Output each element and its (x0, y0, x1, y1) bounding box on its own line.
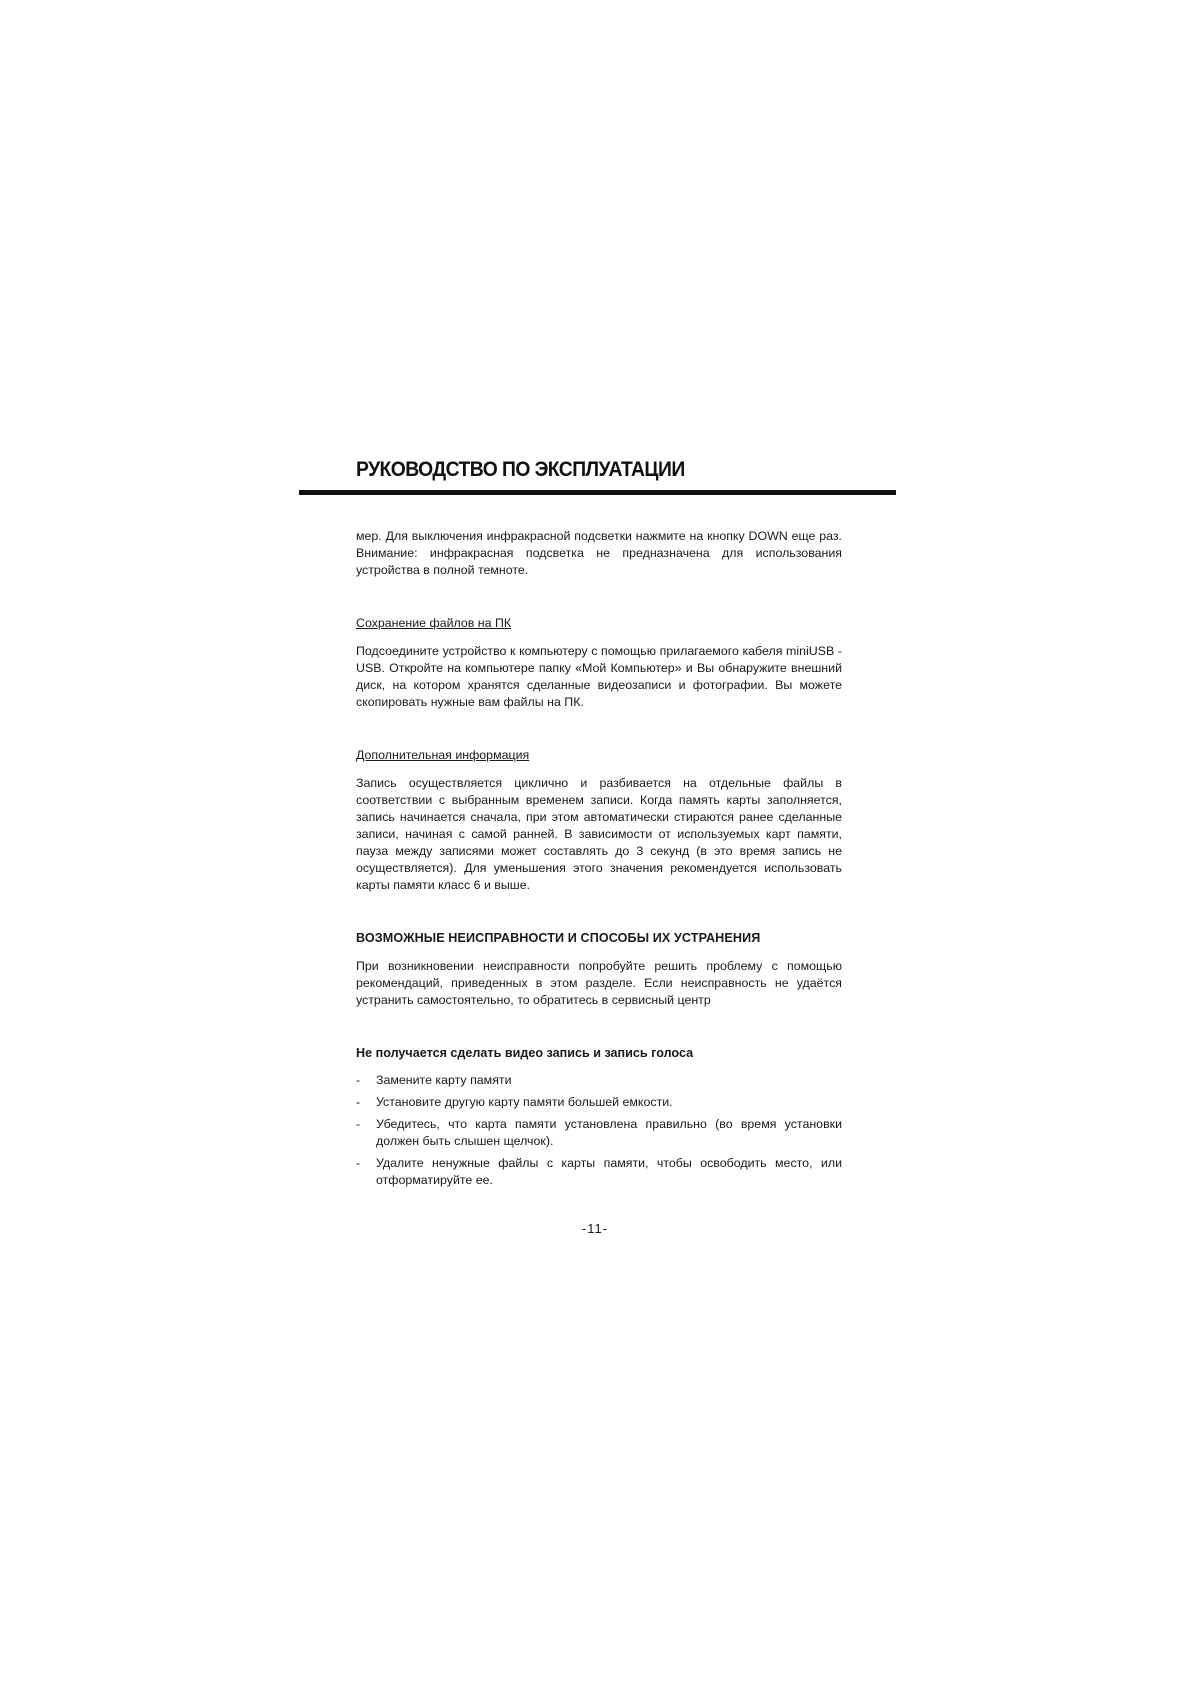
header-rule (299, 490, 896, 495)
list-item (356, 1094, 842, 1111)
troubleshooting-paragraph: При возникновении неисправности попробуйте решить проблему с помощью рекомендаций, приведенных в этом разделе. Если неисправность не удаётся устранить самостоятельно, то обратитесь в сервисный центр (356, 959, 842, 1007)
no-recording-heading: Не получается сделать видео запись и запись голоса (356, 1046, 694, 1060)
page-number: -11- (581, 1221, 609, 1236)
list-item-text: Убедитесь, что карта памяти установлена правильно (во время установки должен быть слышен щелчок). (376, 1117, 842, 1148)
list-item-text: Замените карту памяти (376, 1073, 512, 1087)
save-files-heading: Сохранение файлов на ПК (356, 616, 512, 630)
dash-marker: - (356, 1073, 361, 1087)
dash-marker: - (356, 1095, 361, 1109)
troubleshooting-title: ВОЗМОЖНЫЕ НЕИСПРАВНОСТИ И СПОСОБЫ ИХ УСТРАНЕНИЯ (356, 931, 761, 945)
list-item (356, 1072, 842, 1089)
dash-marker: - (356, 1156, 361, 1170)
intro-paragraph: мер. Для выключения инфракрасной подсветки нажмите на кнопку DOWN еще раз. Внимание: инфракрасная подсветка не предназначена для использования устройства в полной темноте. (356, 529, 842, 577)
additional-info-paragraph: Запись осуществляется циклично и разбивается на отдельные файлы в соответствии с выбранным временем записи. Когда память карты заполняется, запись начинается сначала, при этом автоматически стираются ранее сделанные записи, начиная с самой ранней. В зависимости от используемых карт памяти, пауза между записями может составлять до 3 секунд (в это время запись не осуществляется). Для уменьшения этого значения рекомендуется использовать карты памяти класс 6 и выше. (356, 776, 842, 892)
dash-marker: - (356, 1117, 361, 1131)
list-item-text: Удалите ненужные файлы с карты памяти, чтобы освободить место, или отформатируйте ее. (376, 1156, 842, 1187)
list-item-text: Установите другую карту памяти большей емкости. (376, 1095, 673, 1109)
page-content (356, 528, 842, 1194)
save-files-paragraph: Подсоедините устройство к компьютеру с помощью прилагаемого кабеля miniUSB - USB. Откройте на компьютере папку «Мой Компьютер» и Вы обнаружите внешний диск, на котором хранятся сделанные видеозаписи и фотографии. Вы можете скопировать нужные вам файлы на ПК. (356, 644, 842, 709)
list-item (356, 1116, 842, 1150)
no-recording-list (356, 1072, 842, 1189)
page-header-title: РУКОВОДСТВО ПО ЭКСПЛУАТАЦИИ (356, 458, 685, 481)
list-item (356, 1155, 842, 1189)
additional-info-heading: Дополнительная информация (356, 748, 530, 762)
